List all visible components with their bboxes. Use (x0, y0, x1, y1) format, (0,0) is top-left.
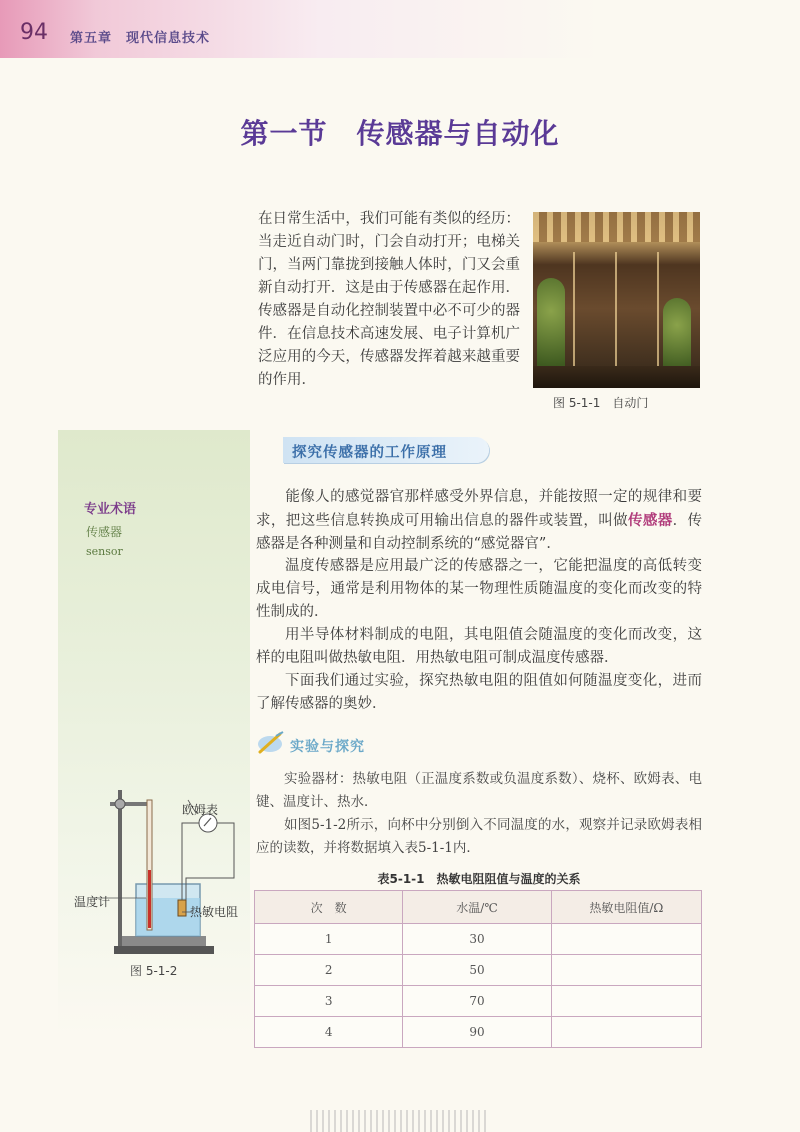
cell-temp: 30 (403, 924, 551, 955)
stand-base (114, 946, 214, 954)
experiment-heading: 实验与探究 (290, 739, 365, 755)
table-row (255, 955, 702, 986)
cell-resistance (551, 955, 701, 986)
thermistor (178, 900, 186, 916)
definition-term: 传感器 (627, 512, 673, 529)
header-trial: 次 数 (255, 891, 403, 924)
thermometer-label: 温度计 (74, 895, 111, 909)
experiment-materials: 实验器材：热敏电阻（正温度系数或负温度系数）、烧杯、欧姆表、电键、温度计、热水． (256, 771, 702, 810)
glossary-term-cn: 传感器 (86, 525, 123, 539)
experiment-icon (256, 730, 286, 756)
explore-heading: 探究传感器的工作原理 (292, 445, 447, 461)
thermistor-circuit-diagram (70, 780, 260, 980)
cell-temp: 70 (403, 986, 551, 1017)
cell-temp: 50 (403, 955, 551, 986)
intro-paragraph: 在日常生活中，我们可能有类似的经历：当走近自动门时，门会自动打开；电梯关门，当两门靠拢到接触人体时，门又会重新自动打开．这是由于传感器在起作用．传感器是自动化控制装置中必不可少的器件．在信息技术高速发展、电子计算机广泛应用的今天，传感器发挥着越来越重要的作用． (258, 211, 520, 388)
temperature-sensor-paragraph: 温度传感器是应用最广泛的传感器之一，它能把温度的高低转变成电信号，通常是利用物体的某一物理性质随温度的变化而改变的特性制成的． (256, 558, 702, 620)
definition-text-end: ．传感器是各种测量和自动控制系统的“感觉器官”． (256, 513, 703, 552)
cell-trial: 1 (255, 924, 403, 955)
ohmmeter-label: 欧姆表 (182, 803, 219, 817)
cell-trial: 2 (255, 955, 403, 986)
cell-resistance (551, 924, 701, 955)
table-header-row (255, 891, 702, 924)
thermistor-label: 热敏电阻 (190, 905, 239, 919)
definition-paragraph (256, 486, 702, 556)
header-water-temp: 水温/℃ (403, 891, 551, 924)
stand-rod (118, 790, 122, 946)
cell-trial: 4 (255, 1017, 403, 1048)
chapter-title: 第五章 现代信息技术 (70, 31, 211, 46)
thermistor-data-table (254, 890, 702, 1048)
cell-resistance (551, 986, 701, 1017)
glossary-heading: 专业术语 (84, 502, 137, 517)
figure-caption-automatic-door: 图 5-1-1 自动门 (553, 396, 649, 410)
cell-trial: 3 (255, 986, 403, 1017)
header-resistance: 热敏电阻值/Ω (551, 891, 701, 924)
table-row (255, 1017, 702, 1048)
table-row (255, 924, 702, 955)
cell-resistance (551, 1017, 701, 1048)
table-caption: 表5-1-1 热敏电阻阻值与温度的关系 (377, 872, 581, 886)
page-number: 94 (20, 20, 48, 45)
glossary-term-en: sensor (86, 545, 123, 558)
thermistor-paragraph: 用半导体材料制成的电阻，其电阻值会随温度的变化而改变，这样的电阻叫做热敏电阻．用热敏电阻可制成温度传感器． (256, 627, 702, 666)
page-edge-marks (310, 1110, 490, 1132)
cell-temp: 90 (403, 1017, 551, 1048)
figure-caption-circuit: 图 5-1-2 (130, 964, 178, 978)
automatic-door-photo (533, 212, 700, 388)
experiment-instructions: 如图5-1-2所示，向杯中分别倒入不同温度的水，观察并记录欧姆表相应的读数，并将数据填入表5-1-1内． (256, 817, 702, 856)
section-title: 第一节 传感器与自动化 (240, 117, 560, 150)
table-row (255, 986, 702, 1017)
experiment-intro-paragraph: 下面我们通过实验，探究热敏电阻的阻值如何随温度变化，进而了解传感器的奥妙． (256, 673, 702, 712)
definition-text-start: 能像人的感觉器官那样感受外界信息，并能按照一定的规律和要求，把这些信息转换成可用输出信息的器件或装置，叫做 (256, 489, 702, 529)
